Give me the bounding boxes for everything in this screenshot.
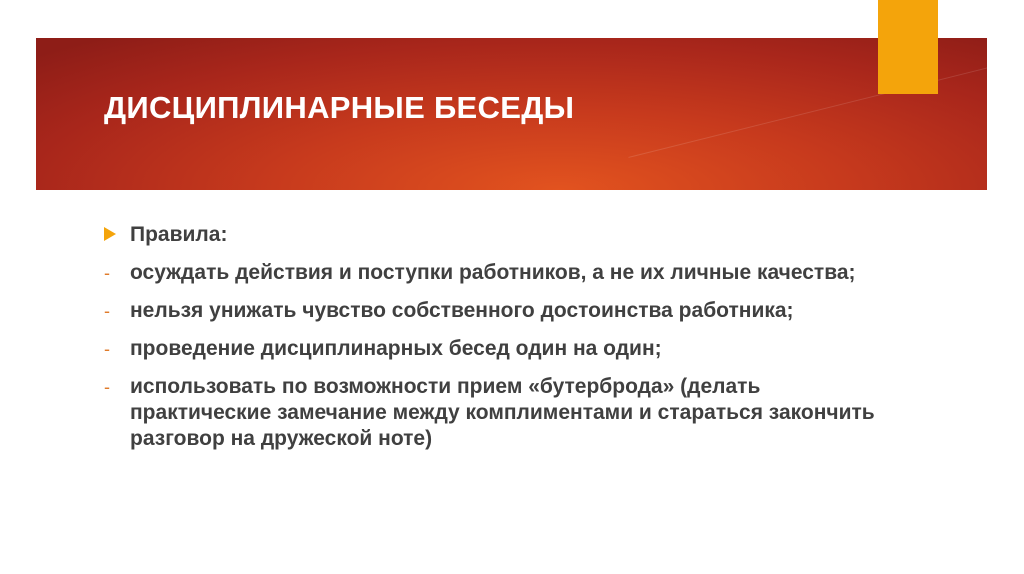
accent-bar bbox=[878, 0, 938, 94]
list-item-text: нельзя унижать чувство собственного достоинства работника; bbox=[130, 299, 794, 322]
triangle-bullet-icon bbox=[104, 227, 116, 241]
list-item bbox=[104, 222, 904, 248]
dash-bullet: - bbox=[104, 263, 110, 283]
list-item-text: Правила: bbox=[130, 223, 228, 246]
list-item bbox=[104, 374, 904, 452]
list-item-text: осуждать действия и поступки работников, а не их личные качества; bbox=[130, 261, 856, 284]
dash-bullet: - bbox=[104, 339, 110, 359]
dash-bullet: - bbox=[104, 377, 110, 397]
list-item-text: использовать по возможности прием «бутерброда» (делать практические замечание между комплиментами и стараться закончить разговор на дружеской ноте) bbox=[130, 375, 875, 450]
list-item bbox=[104, 336, 904, 362]
list-item bbox=[104, 260, 904, 286]
list-item-text: проведение дисциплинарных бесед один на один; bbox=[130, 337, 662, 360]
list-item bbox=[104, 298, 904, 324]
slide-content bbox=[104, 222, 904, 464]
dash-bullet: - bbox=[104, 301, 110, 321]
slide-title: ДИСЦИПЛИНАРНЫЕ БЕСЕДЫ bbox=[104, 90, 575, 125]
